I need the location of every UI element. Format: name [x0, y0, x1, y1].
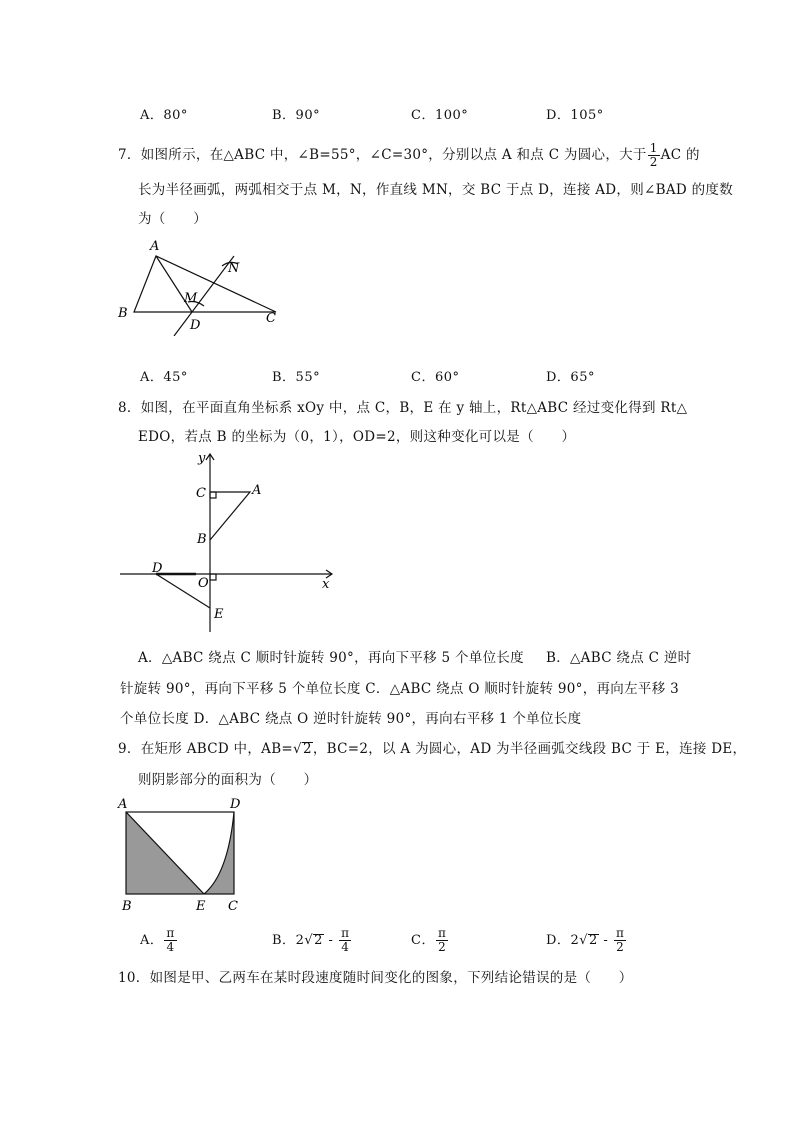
q7-label-n: N — [228, 261, 240, 276]
q9-label-e: E — [196, 899, 206, 914]
q9-option-d: D．2√2 - $\frac{\pi}{2}$ — [546, 926, 625, 954]
q8-triangle-abc — [210, 492, 250, 540]
q7-fraction — [648, 142, 660, 169]
q9-option-d-coef: 2 — [570, 933, 580, 948]
q9-option-b-den: 4 — [341, 940, 350, 954]
q9-line-1: 9．在矩形 ABCD 中，AB=√2，BC=2，以 A 为圆心，AD 为半径画弧交线段 BC 于 E，连接 DE， — [118, 741, 747, 757]
q9-option-d-rad: 2 — [589, 933, 598, 948]
q9-option-c-num: π — [437, 926, 447, 940]
q8-options-line-2: 针旋转 90°，再向下平移 5 个单位长度 C．△ABC 绕点 O 顺时针旋转 90°，再向左平移 3 — [120, 681, 679, 697]
q9-option-a-label: A． — [140, 933, 164, 948]
q9-option-d-den: 2 — [616, 940, 625, 954]
q9-label-c: C — [228, 899, 238, 914]
q8-options-line-3: 个单位长度 D．△ABC 绕点 O 逆时针旋转 90°，再向右平移 1 个单位长度 — [120, 711, 582, 727]
q9-label-a: A — [118, 797, 128, 812]
q9-label-d: D — [230, 797, 241, 812]
q6-option-d: D．105° — [546, 108, 604, 123]
q9-text-a: 在矩形 ABCD 中，AB= — [140, 741, 294, 757]
q7-label-a: A — [150, 239, 160, 254]
q10-number: 10． — [118, 970, 150, 986]
q9-option-a — [140, 927, 178, 954]
q9-label-b: B — [122, 899, 132, 914]
q8-label-x: x — [322, 577, 330, 592]
q7-line-3: 为（ ） — [138, 211, 207, 227]
q8-option-a: A．△ABC 绕点 C 顺时针旋转 90°，再向下平移 5 个单位长度 — [138, 650, 524, 666]
q10-line-1 — [118, 966, 633, 986]
q7-option-d: D．65° — [546, 370, 595, 385]
q9-option-b-num: π — [341, 926, 350, 940]
q7-label-d: D — [190, 318, 201, 333]
q9-option-a-frac — [164, 927, 176, 954]
q9-option-c-label: C． — [411, 933, 435, 948]
q9-option-a-num: π — [166, 926, 175, 940]
q9-option-d-minus: - — [598, 933, 613, 948]
q6-option-b: B．90° — [272, 108, 321, 123]
q6-option-c: C．100° — [411, 108, 469, 123]
q7-option-b: B．55° — [272, 370, 321, 385]
q8-label-e: E — [214, 607, 224, 622]
q8-label-c: C — [196, 486, 206, 501]
q9-option-b: B．2√2 - $\frac{\pi}{4}$ — [272, 926, 350, 954]
q9-option-a-den: 4 — [166, 940, 175, 954]
q8-option-b-start: B．△ABC 绕点 C 逆时 — [545, 650, 692, 666]
q8-label-a: A — [252, 483, 262, 498]
q9-shaded-region — [204, 812, 234, 894]
q8-number: 8． — [118, 400, 141, 416]
q8-line-2: EDO，若点 B 的坐标为（0，1），OD=2，则这种变化可以是（ ） — [138, 429, 576, 445]
q9-line-2: 则阴影部分的面积为（ ） — [138, 772, 318, 788]
q7-number: 7． — [118, 147, 141, 163]
q7-frac-num: 1 — [649, 141, 658, 155]
q9-rectangle-figure — [116, 794, 252, 916]
q9-option-c — [411, 927, 449, 954]
q8-line-1 — [118, 396, 687, 416]
q8-coordinate-figure — [110, 446, 350, 636]
q9-option-c-frac — [436, 927, 448, 954]
q9-option-b-minus: - — [323, 933, 339, 948]
q9-sqrt: 2 — [302, 741, 312, 757]
q9-option-b-frac — [339, 927, 351, 954]
q7-triangle-figure — [110, 236, 300, 336]
q7-text-a: 如图所示，在△ABC 中，∠B=55°，∠C=30°，分别以点 A 和点 C 为圆心，大于 — [140, 147, 647, 163]
q7-line-1 — [118, 142, 700, 169]
q7-option-a: A．45° — [140, 370, 188, 385]
q7-triangle-abc — [134, 256, 276, 312]
q8-label-o: O — [198, 576, 209, 591]
q7-label-c: C — [266, 311, 276, 326]
q7-label-m: M — [184, 291, 198, 306]
q8-label-d: D — [152, 561, 163, 576]
q9-option-b-label: B． — [272, 933, 296, 948]
q7-frac-den: 2 — [649, 155, 658, 169]
q8-label-b: B — [197, 532, 207, 547]
q7-option-c: C．60° — [411, 370, 460, 385]
q8-text-1: 如图，在平面直角坐标系 xOy 中，点 C，B，E 在 y 轴上，Rt△ABC 经过变化得到 Rt△ — [140, 400, 688, 416]
q6-option-a: A．80° — [140, 108, 188, 123]
q9-number: 9． — [118, 741, 141, 757]
q8-label-y: y — [198, 451, 206, 466]
q7-label-b: B — [118, 306, 128, 321]
q7-text-b: AC 的 — [660, 147, 700, 163]
q9-text-b: ，BC=2，以 A 为圆心，AD 为半径画弧交线段 BC 于 E，连接 DE， — [312, 741, 747, 757]
q8-right-angle-o — [210, 574, 216, 580]
q9-option-d-num: π — [615, 926, 625, 940]
q9-option-c-den: 2 — [438, 940, 447, 954]
q7-line-2: 长为半径画弧，两弧相交于点 M，N，作直线 MN，交 BC 于点 D，连接 AD，则∠BAD 的度数 — [138, 182, 734, 198]
q9-option-b-rad: 2 — [314, 933, 323, 948]
q9-option-d-frac — [614, 927, 626, 954]
q10-text: 如图是甲、乙两车在某时段速度随时间变化的图象，下列结论错误的是（ ） — [149, 970, 633, 986]
q8-right-angle-c — [210, 492, 216, 498]
q8-options-line-1 — [138, 646, 691, 666]
q9-option-b-coef: 2 — [295, 933, 305, 948]
q9-option-d-label: D． — [546, 933, 571, 948]
